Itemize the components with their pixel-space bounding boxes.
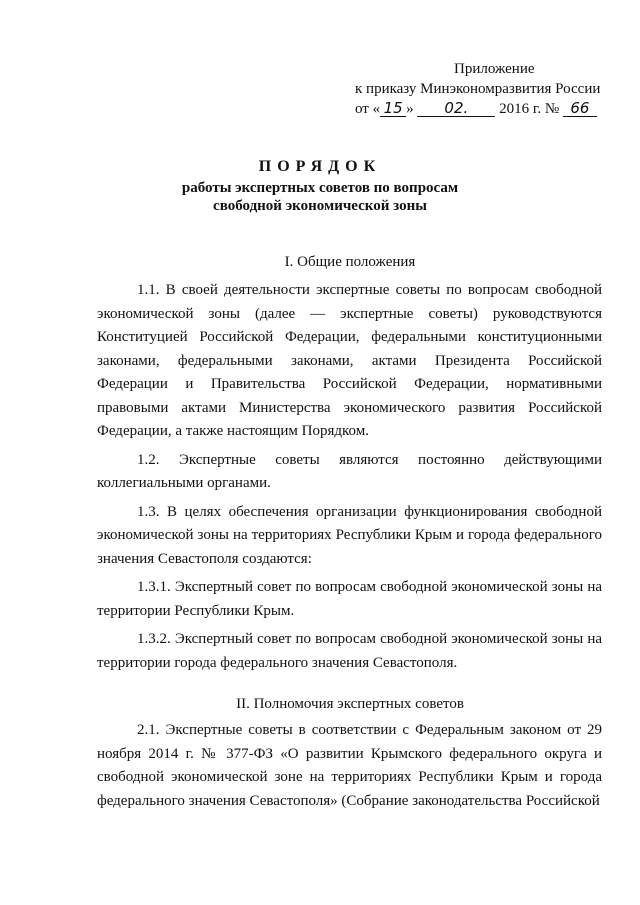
paragraph-1-2: 1.2. Экспертные советы являются постоянно действующими коллегиальными органами. [97,451,602,491]
document-subtitle-line2: свободной экономической зоны [213,198,427,214]
date-prefix: от « [355,101,381,117]
document-title: ПОРЯДОК [258,158,382,175]
section-powers-body [97,719,602,818]
handwritten-month: 02. [417,101,495,117]
section-heading-powers: II. Полномочия экспертных советов [236,696,464,712]
order-date-line [355,99,615,119]
year-and-number-label: 2016 г. № [499,101,560,117]
handwritten-order-number: 66 [563,101,597,117]
date-quote: » [406,101,414,117]
paragraph-1-3-1: 1.3.1. Экспертный совет по вопросам свободной экономической зоны на территории Республики Крым. [97,579,602,619]
paragraph-1-3: 1.3. В целях обеспечения организации функционирования свободной экономической зоны на территориях Республики Крым и города федерального значения Севастополя создаются: [97,503,602,567]
section-general-body [97,279,602,680]
paragraph-1-3-2: 1.3.2. Экспертный совет по вопросам свободной экономической зоны на территории города федерального значения Севастополя. [97,631,602,671]
paragraph-1-1: 1.1. В своей деятельности экспертные советы по вопросам свободной экономической зоны (далее — экспертные советы) руководствуются Конституцией Российской Федерации, федеральными конституционными законами, федеральными законами, актами Президента Российской Федерации и Правительства Российской Федерации, нормативными правовыми актами Министерства экономического развития Российской Федерации, а также настоящим Порядком. [97,282,602,439]
handwritten-day: 15 [380,101,406,117]
paragraph-2-1: 2.1. Экспертные советы в соответствии с Федеральным законом от 29 ноября 2014 г. № 377-ФЗ «О развитии Крымского федерального округа и свободной экономической зоне на территориях Республики Крым и города федерального значения Севастополя» (Собрание законодательства Российской [97,722,602,809]
section-heading-general: I. Общие положения [284,254,416,270]
appendix-label: Приложение [454,61,535,77]
document-subtitle-line1: работы экспертных советов по вопросам [181,180,459,196]
order-reference: к приказу Минэкономразвития России [355,81,601,97]
appendix-header [355,59,615,119]
